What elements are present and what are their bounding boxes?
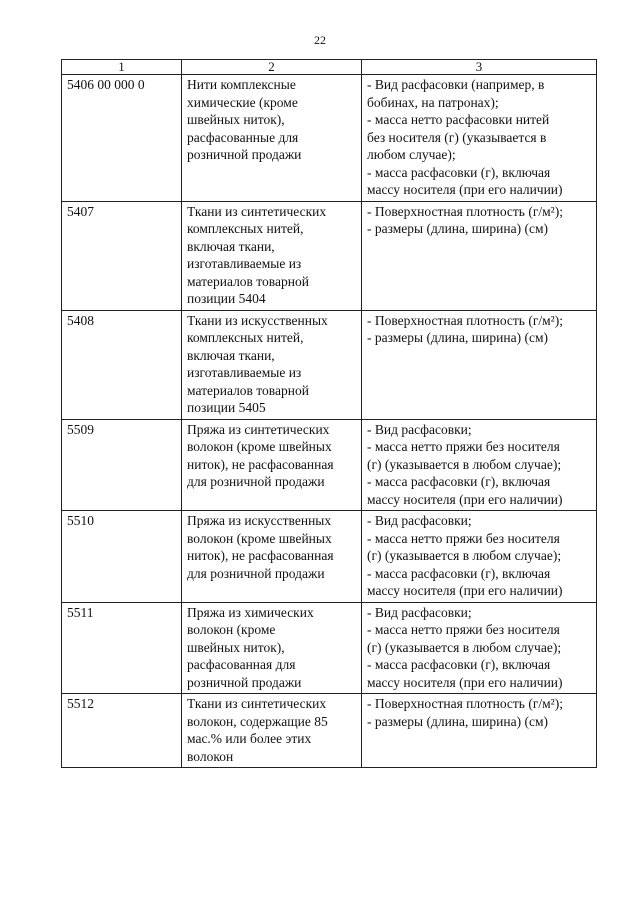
table-row (62, 419, 597, 511)
commodity-name (182, 75, 362, 202)
table-row (62, 602, 597, 694)
commodity-name-line: химические (кроме (187, 94, 298, 110)
page-number: 22 (314, 33, 326, 47)
commodity-name-line: Пряжа из искусственных (187, 513, 332, 528)
commodity-name-line: волокон (187, 748, 234, 764)
attribute-line: массу носителя (при его наличии) (367, 491, 563, 507)
commodity-name (182, 602, 362, 694)
attribute-line: - масса нетто расфасовки нитей (367, 112, 550, 127)
attribute-line: - размеры (длина, ширина) (см) (367, 221, 548, 236)
attribute-line: - размеры (длина, ширина) (см) (367, 713, 548, 729)
commodity-name (182, 310, 362, 419)
attribute-line: - Вид расфасовки; (367, 513, 472, 528)
commodity-name-line: расфасованная для (187, 657, 296, 672)
commodity-name-line: волокон, содержащие 85 (187, 713, 328, 729)
commodity-name-line: швейных ниток), (187, 639, 285, 655)
commodity-name-line: розничной продажи (187, 674, 302, 690)
attribute-line: без носителя (г) (указывается в (367, 129, 547, 145)
commodity-name-line: комплексных нитей, (187, 221, 304, 236)
attribute-line: - размеры (длина, ширина) (см) (367, 330, 548, 345)
column-header-3: 3 (362, 60, 597, 75)
attribute-line: (г) (указывается в любом случае); (367, 548, 562, 563)
commodity-name-line: Ткани из синтетических (187, 203, 327, 219)
attribute-line: - масса нетто пряжи без носителя (367, 530, 560, 546)
attribute-line: - масса нетто пряжи без носителя (367, 622, 560, 637)
attribute-line: массу носителя (при его наличии) (367, 583, 563, 598)
commodity-name-line: волокон (кроме швейных (187, 530, 332, 546)
attribute-line: - Вид расфасовки (например, в (367, 77, 545, 92)
commodity-code: 5407 (62, 201, 182, 310)
labeling-attributes (362, 310, 597, 419)
table-row (62, 511, 597, 603)
commodity-name (182, 694, 362, 768)
attribute-line: (г) (указывается в любом случае); (367, 639, 562, 655)
commodity-name-line: швейных ниток), (187, 112, 285, 127)
commodity-name-line: для розничной продажи (187, 474, 325, 489)
commodity-name-line: материалов товарной (187, 382, 309, 398)
labeling-attributes (362, 694, 597, 768)
commodity-name-line: Ткани из искусственных (187, 312, 328, 328)
labeling-attributes (362, 75, 597, 202)
attribute-line: - Вид расфасовки; (367, 421, 472, 437)
commodity-name-line: расфасованные для (187, 129, 299, 145)
commodity-name-line: изготавливаемые из (187, 365, 302, 380)
labeling-attributes (362, 201, 597, 310)
attribute-line: массу носителя (при его наличии) (367, 182, 563, 197)
attribute-line: - Поверхностная плотность (г/м²); (367, 312, 563, 328)
commodity-name (182, 419, 362, 511)
attribute-line: - масса расфасовки (г), включая (367, 164, 551, 180)
commodity-code: 5511 (62, 602, 182, 694)
commodity-name (182, 511, 362, 603)
commodity-code: 5512 (62, 694, 182, 768)
commodity-name-line: включая ткани, (187, 238, 275, 254)
attribute-line: - масса нетто пряжи без носителя (367, 439, 560, 454)
table-body (62, 75, 597, 768)
attribute-line: - масса расфасовки (г), включая (367, 657, 551, 672)
attribute-line: массу носителя (при его наличии) (367, 674, 563, 690)
commodity-name-line: ниток), не расфасованная (187, 456, 334, 472)
commodity-name-line: волокон (кроме (187, 622, 276, 637)
attribute-line: бобинах, на патронах); (367, 94, 499, 110)
table-row (62, 310, 597, 419)
attribute-line: - масса расфасовки (г), включая (367, 474, 551, 489)
commodity-code: 5408 (62, 310, 182, 419)
attribute-line: любом случае); (367, 147, 456, 162)
commodity-name-line: мас.% или более этих (187, 731, 312, 746)
commodity-name-line: включая ткани, (187, 347, 275, 363)
attribute-line: - масса расфасовки (г), включая (367, 565, 551, 581)
commodity-name-line: Нити комплексные (187, 77, 296, 92)
table-row (62, 694, 597, 768)
commodity-name (182, 201, 362, 310)
commodity-name-line: позиции 5404 (187, 291, 266, 306)
commodity-name-line: Пряжа из химических (187, 604, 314, 620)
commodity-name-line: волокон (кроме швейных (187, 439, 332, 454)
commodity-name-line: материалов товарной (187, 273, 309, 289)
column-header-2: 2 (182, 60, 362, 75)
commodity-name-line: для розничной продажи (187, 565, 325, 581)
attribute-line: - Поверхностная плотность (г/м²); (367, 696, 563, 711)
commodity-name-line: Пряжа из синтетических (187, 421, 330, 437)
column-header-1: 1 (62, 60, 182, 75)
table-row (62, 75, 597, 202)
attribute-line: - Поверхностная плотность (г/м²); (367, 203, 563, 219)
goods-table (61, 59, 597, 768)
commodity-name-line: комплексных нитей, (187, 330, 304, 345)
labeling-attributes (362, 602, 597, 694)
table-row (62, 201, 597, 310)
commodity-code: 5406 00 000 0 (62, 75, 182, 202)
commodity-name-line: ниток), не расфасованная (187, 548, 334, 563)
commodity-code: 5509 (62, 419, 182, 511)
table-header-row (62, 60, 597, 75)
commodity-name-line: розничной продажи (187, 147, 302, 162)
commodity-name-line: изготавливаемые из (187, 256, 302, 271)
attribute-line: (г) (указывается в любом случае); (367, 456, 562, 472)
attribute-line: - Вид расфасовки; (367, 604, 472, 620)
commodity-code: 5510 (62, 511, 182, 603)
commodity-name-line: позиции 5405 (187, 400, 266, 415)
commodity-name-line: Ткани из синтетических (187, 696, 327, 711)
labeling-attributes (362, 419, 597, 511)
labeling-attributes (362, 511, 597, 603)
